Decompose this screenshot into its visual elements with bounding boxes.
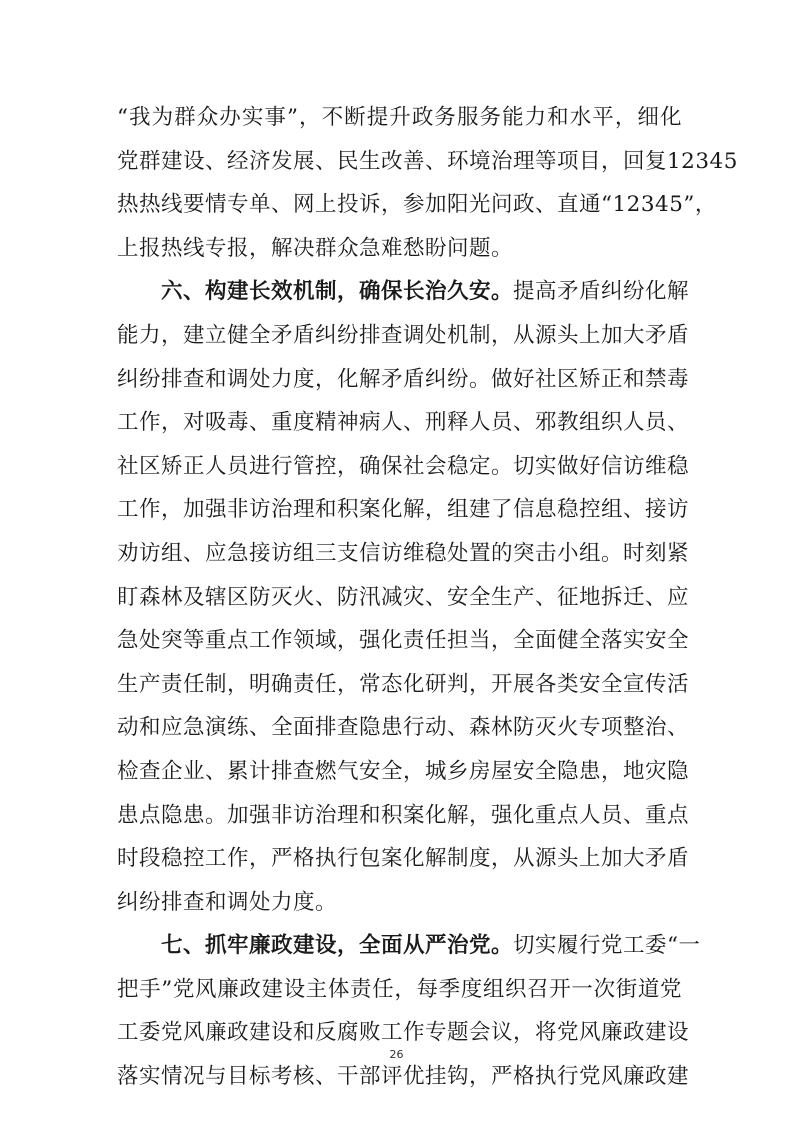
paragraph-section-six [117,270,690,924]
text-line: 热热线要情专单、网上投诉，参加阳光问政、直通“12345”， [117,192,717,218]
text-line: 工作，加强非访治理和积案化解，组建了信息稳控组、接访 [117,497,690,523]
text-line: 落实情况与目标考核、干部评优挂钩，严格执行党风廉政建 [117,1064,690,1090]
section-heading-six: 六、构建长效机制，确保长治久安。 [161,279,514,305]
text-line [117,270,690,314]
text-line: “我为群众办实事”，不断提升政务服务能力和水平，细化 [117,105,682,130]
text-line: 工作，对吸毒、重度精神病人、刑释人员、邪教组织人员、 [117,410,690,436]
text-line: 上报热线专报，解决群众急难愁盼问题。 [117,235,514,261]
text-line: 党群建设、经济发展、民生改善、环境治理等项目，回复12345 [117,148,738,174]
text-line [117,924,701,968]
body-text [117,96,738,1099]
text-run: 切实履行党工委“一 [513,933,701,959]
section-heading-seven: 七、抓牢廉政建设，全面从严治党。 [161,933,514,959]
paragraph-1 [117,96,738,270]
page-number: 26 [389,1048,404,1061]
text-run: 提高矛盾纠纷化解 [513,279,690,305]
text-line: 急处突等重点工作领域，强化责任担当，全面健全落实安全 [117,628,690,654]
text-line: 动和应急演练、全面排查隐患行动、森林防灭火专项整治、 [117,715,690,741]
paragraph-section-seven [117,924,701,1098]
text-line: 劝访组、应急接访组三支信访维稳处置的突击小组。时刻紧 [117,540,690,566]
text-line: 工委党风廉政建设和反腐败工作专题会议，将党风廉政建设 [117,1020,690,1046]
text-line: 纠纷排查和调处力度。 [117,889,338,915]
text-line: 把手”党风廉政建设主体责任，每季度组织召开一次街道党 [117,976,682,1002]
text-line: 患点隐患。加强非访治理和积案化解，强化重点人员、重点 [117,802,690,828]
text-line: 检查企业、累计排查燃气安全，城乡房屋安全隐患，地灾隐 [117,758,690,784]
text-line: 时段稳控工作，严格执行包案化解制度，从源头上加大矛盾 [117,846,690,872]
text-line: 能力，建立健全矛盾纠纷排查调处机制，从源头上加大矛盾 [117,322,690,348]
text-line: 生产责任制，明确责任，常态化研判，开展各类安全宣传活 [117,671,690,697]
text-line: 社区矫正人员进行管控，确保社会稳定。切实做好信访维稳 [117,453,690,479]
text-line: 纠纷排查和调处力度，化解矛盾纠纷。做好社区矫正和禁毒 [117,366,690,392]
text-line: 盯森林及辖区防灭火、防汛减灾、安全生产、征地拆迁、应 [117,584,690,610]
